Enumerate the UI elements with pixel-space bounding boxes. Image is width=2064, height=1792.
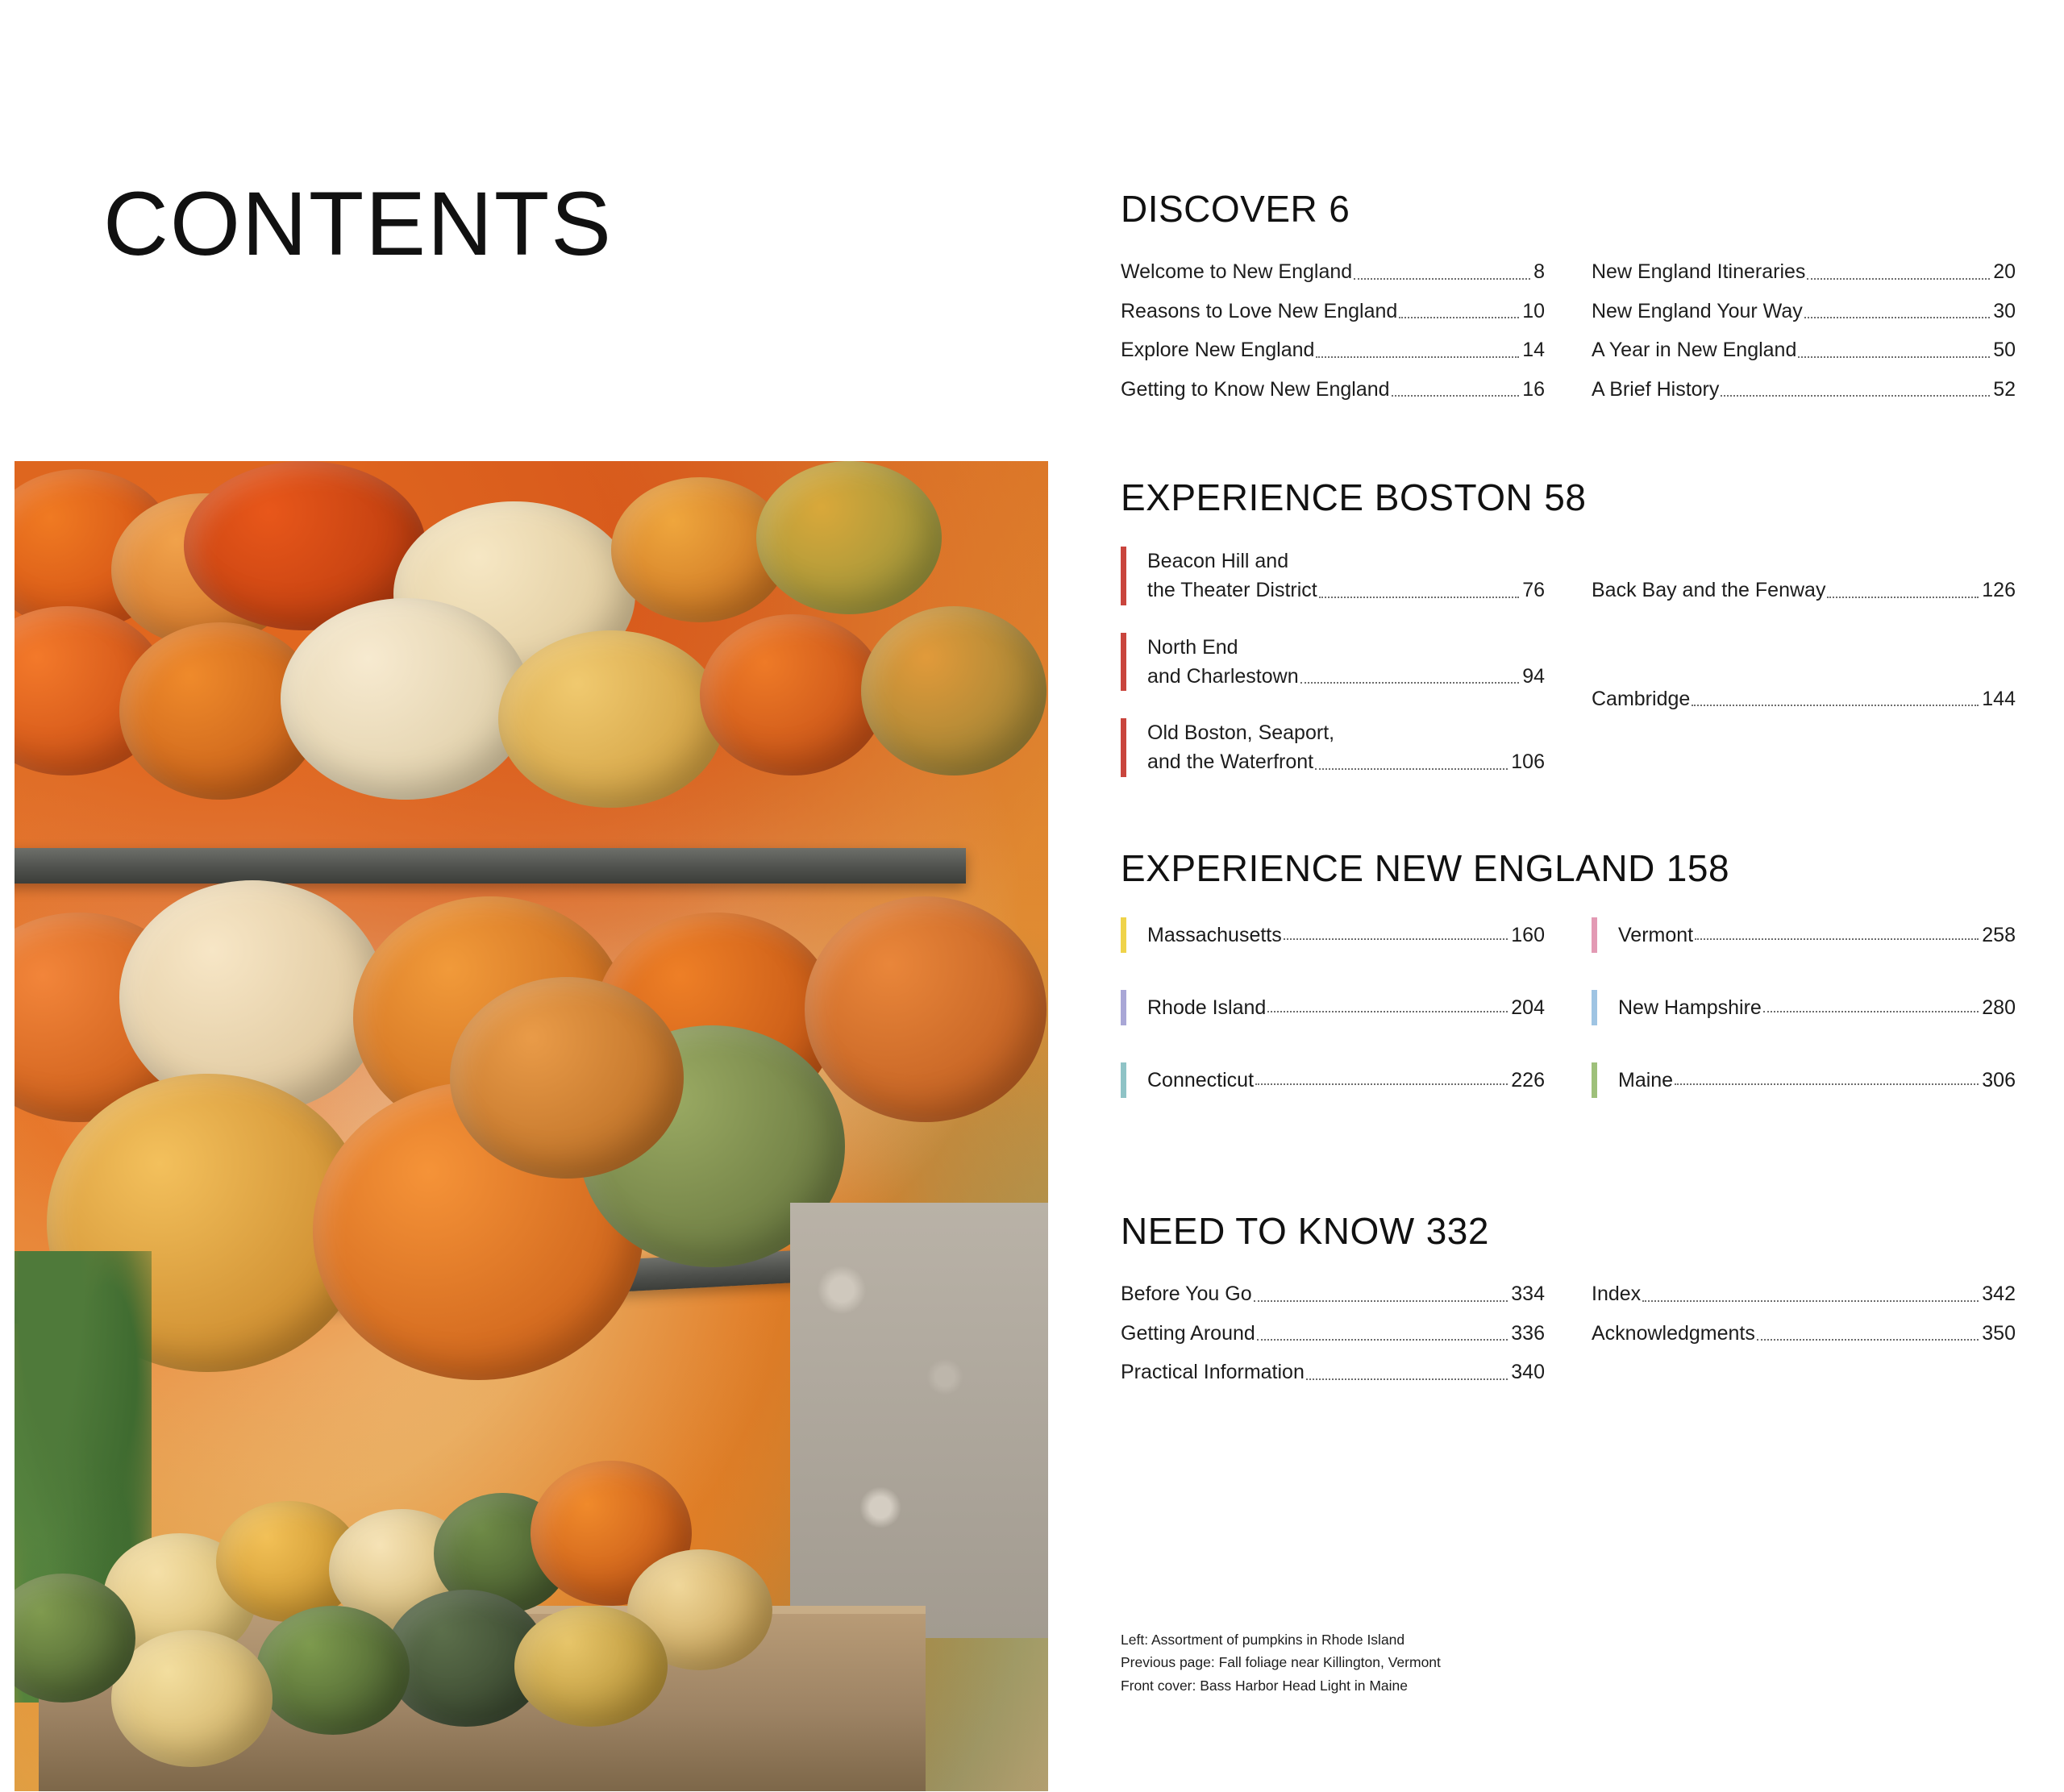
page-title: CONTENTS	[103, 173, 613, 274]
toc-entry-page: 160	[1511, 923, 1545, 946]
toc-entry-page: 226	[1511, 1068, 1545, 1091]
leader-dots	[1804, 316, 1990, 318]
toc-entry[interactable]	[1592, 258, 2016, 287]
toc-entry-page: 16	[1522, 377, 1545, 401]
toc-entry[interactable]	[1592, 376, 2016, 405]
toc-entry[interactable]	[1121, 1280, 1545, 1309]
leader-dots	[1798, 355, 1990, 358]
toc-entry-label-line1	[1592, 547, 2016, 576]
boston-column-2	[1592, 547, 2016, 805]
section-title-text: EXPERIENCE BOSTON	[1121, 476, 1533, 518]
accent-bar	[1121, 1062, 1126, 1098]
new-england-column-2	[1592, 917, 2016, 1135]
toc-entry-page: 340	[1511, 1361, 1545, 1383]
leader-dots	[1315, 767, 1508, 770]
toc-entry[interactable]	[1121, 297, 1545, 326]
toc-entry-label: Reasons to Love New England	[1121, 299, 1398, 322]
toc-entry-label: Vermont	[1618, 923, 1694, 946]
credit-line-left: Left: Assortment of pumpkins in Rhode Island	[1121, 1632, 1405, 1648]
photo-pumpkin	[498, 630, 724, 808]
pumpkins-photo	[15, 461, 1048, 1791]
toc-entry[interactable]	[1121, 1358, 1545, 1387]
section-discover	[1121, 187, 2016, 414]
toc-entry-label-line2: Cambridge	[1592, 687, 1691, 710]
leader-dots	[1306, 1378, 1508, 1380]
section-title-experience-boston	[1121, 476, 2016, 519]
photo-pumpkin	[861, 606, 1047, 775]
leader-dots	[1255, 1083, 1508, 1085]
section-experience-new-england	[1121, 846, 2016, 1135]
accent-bar	[1121, 633, 1126, 692]
section-experience-boston	[1121, 476, 2016, 805]
toc-entry-label: Explore New England	[1121, 339, 1315, 361]
photo-shelf-upper	[15, 848, 966, 884]
section-title-text: EXPERIENCE NEW ENGLAND	[1121, 847, 1655, 889]
accent-bar	[1121, 990, 1126, 1025]
credit-line-front-cover: Front cover: Bass Harbor Head Light in Maine	[1121, 1677, 1408, 1694]
toc-entry-page: 342	[1982, 1283, 2016, 1305]
need-to-know-column-1	[1121, 1280, 1545, 1398]
toc-entry-page: 204	[1511, 996, 1545, 1019]
toc-entry-label-line1: Old Boston, Seaport,	[1147, 721, 1335, 744]
leader-dots	[1392, 394, 1520, 397]
toc-entry-label-line1	[1592, 655, 2016, 684]
toc-entry[interactable]	[1121, 1062, 1545, 1098]
section-title-need-to-know	[1121, 1209, 2016, 1253]
section-title-discover	[1121, 187, 2016, 231]
accent-bar	[1121, 917, 1126, 953]
toc-entry-label: Getting Around	[1121, 1321, 1255, 1345]
toc-entry-page: 10	[1522, 299, 1545, 322]
toc-entry[interactable]	[1121, 376, 1545, 405]
section-page-number: 332	[1425, 1210, 1489, 1252]
leader-dots	[1267, 1010, 1508, 1012]
toc-entry-label: Maine	[1618, 1068, 1674, 1091]
accent-bar	[1592, 917, 1597, 953]
toc-entry-page: 20	[1993, 260, 2016, 283]
toc-entry[interactable]	[1592, 336, 2016, 365]
accent-bar	[1121, 718, 1126, 777]
discover-column-2	[1592, 258, 2016, 414]
leader-dots	[1284, 938, 1508, 940]
toc-entry-page: 14	[1522, 339, 1545, 361]
toc-entry-label: Acknowledgments	[1592, 1321, 1755, 1345]
photo-gravel	[790, 1203, 1048, 1638]
leader-dots	[1757, 1338, 1979, 1341]
photo-credits	[1121, 1628, 1441, 1697]
toc-entry-page: 306	[1982, 1068, 2016, 1091]
toc-entry[interactable]	[1592, 1280, 2016, 1309]
leader-dots	[1254, 1299, 1508, 1302]
new-england-column-1	[1121, 917, 1545, 1135]
photo-pumpkin	[450, 977, 684, 1179]
leader-dots	[1319, 596, 1519, 598]
toc-entry[interactable]	[1121, 547, 1545, 605]
toc-entry[interactable]	[1121, 990, 1545, 1025]
toc-entry-label-line2: and Charlestown	[1147, 664, 1299, 688]
toc-entry[interactable]	[1592, 547, 2016, 605]
toc-entry-label-line2: and the Waterfront	[1147, 750, 1314, 774]
toc-entry[interactable]	[1592, 655, 2016, 714]
discover-column-1	[1121, 258, 1545, 414]
leader-dots	[1300, 681, 1520, 684]
toc-entry[interactable]	[1592, 990, 2016, 1025]
boston-column-1	[1121, 547, 1545, 805]
toc-entry-page: 8	[1533, 260, 1545, 283]
toc-entry-label-line2: the Theater District	[1147, 579, 1317, 602]
photo-pumpkin	[756, 461, 942, 614]
toc-entry[interactable]	[1121, 633, 1545, 692]
toc-entry[interactable]	[1121, 336, 1545, 365]
photo-pumpkin	[805, 896, 1047, 1122]
leader-dots	[1642, 1299, 1979, 1302]
toc-entry-page: 76	[1522, 579, 1545, 602]
toc-entry-page: 350	[1982, 1321, 2016, 1345]
photo-gourd	[111, 1630, 273, 1767]
toc-entry-page: 126	[1982, 579, 2016, 602]
leader-dots	[1354, 277, 1530, 280]
toc-entry-page: 30	[1993, 299, 2016, 322]
toc-entry-page: 106	[1511, 750, 1545, 774]
section-title-text: DISCOVER	[1121, 188, 1318, 230]
toc-entry-label: Practical Information	[1121, 1361, 1305, 1383]
toc-entry-page: 50	[1993, 339, 2016, 361]
toc-entry-label: Connecticut	[1147, 1068, 1255, 1091]
accent-bar	[1592, 1062, 1597, 1098]
toc-entry-label: Before You Go	[1121, 1283, 1252, 1305]
leader-dots	[1807, 277, 1990, 280]
toc-entry-page: 258	[1982, 923, 2016, 946]
accent-bar	[1592, 990, 1597, 1025]
toc-entry-page: 334	[1511, 1283, 1545, 1305]
toc-entry-page: 280	[1982, 996, 2016, 1019]
section-page-number: 6	[1329, 188, 1350, 230]
toc-entry-label: Getting to Know New England	[1121, 377, 1390, 401]
toc-entry[interactable]	[1592, 1062, 2016, 1098]
credit-line-previous-page: Previous page: Fall foliage near Killington, Vermont	[1121, 1654, 1441, 1671]
toc-entry-label: A Year in New England	[1592, 339, 1797, 361]
toc-entry-page: 144	[1982, 687, 2016, 710]
toc-entry-label: New Hampshire	[1618, 996, 1762, 1019]
toc-entry[interactable]	[1121, 718, 1545, 777]
toc-entry-page: 336	[1511, 1321, 1545, 1345]
toc-entry-label: A Brief History	[1592, 377, 1720, 401]
photo-pumpkin	[700, 614, 885, 775]
toc-entry[interactable]	[1121, 1320, 1545, 1349]
toc-entry-page: 94	[1522, 664, 1545, 688]
toc-entry-label: Index	[1592, 1283, 1642, 1305]
photo-pumpkin	[281, 598, 531, 800]
section-need-to-know	[1121, 1209, 2016, 1398]
section-title-experience-new-england	[1121, 846, 2016, 890]
toc-entry-label-line2: Back Bay and the Fenway	[1592, 579, 1826, 602]
toc-entry[interactable]	[1592, 297, 2016, 326]
section-page-number: 58	[1544, 476, 1587, 518]
toc-entry-label: New England Your Way	[1592, 299, 1803, 322]
section-title-text: NEED TO KNOW	[1121, 1210, 1415, 1252]
leader-dots	[1827, 596, 1979, 598]
leader-dots	[1721, 394, 1990, 397]
leader-dots	[1257, 1338, 1508, 1341]
photo-gourd	[514, 1606, 668, 1727]
right-column	[1121, 0, 2032, 1792]
need-to-know-column-2	[1592, 1280, 2016, 1398]
section-page-number: 158	[1666, 847, 1730, 889]
accent-bar	[1121, 547, 1126, 605]
toc-entry-label: Massachusetts	[1147, 923, 1282, 946]
toc-entry[interactable]	[1592, 1320, 2016, 1349]
toc-entry[interactable]	[1592, 917, 2016, 953]
toc-entry-label: New England Itineraries	[1592, 260, 1806, 283]
toc-entry-label: Welcome to New England	[1121, 260, 1353, 283]
photo-gourd	[256, 1606, 410, 1735]
leader-dots	[1399, 316, 1519, 318]
toc-entry[interactable]	[1121, 917, 1545, 953]
toc-entry-label-line1: Beacon Hill and	[1147, 550, 1289, 572]
toc-entry-page: 52	[1993, 377, 2016, 401]
toc-entry-label: Rhode Island	[1147, 996, 1267, 1019]
toc-entry-label-line1: North End	[1147, 635, 1238, 659]
leader-dots	[1316, 355, 1519, 358]
leader-dots	[1763, 1010, 1979, 1012]
leader-dots	[1692, 704, 1979, 706]
toc-entry[interactable]	[1121, 258, 1545, 287]
leader-dots	[1695, 938, 1979, 940]
leader-dots	[1675, 1083, 1979, 1085]
